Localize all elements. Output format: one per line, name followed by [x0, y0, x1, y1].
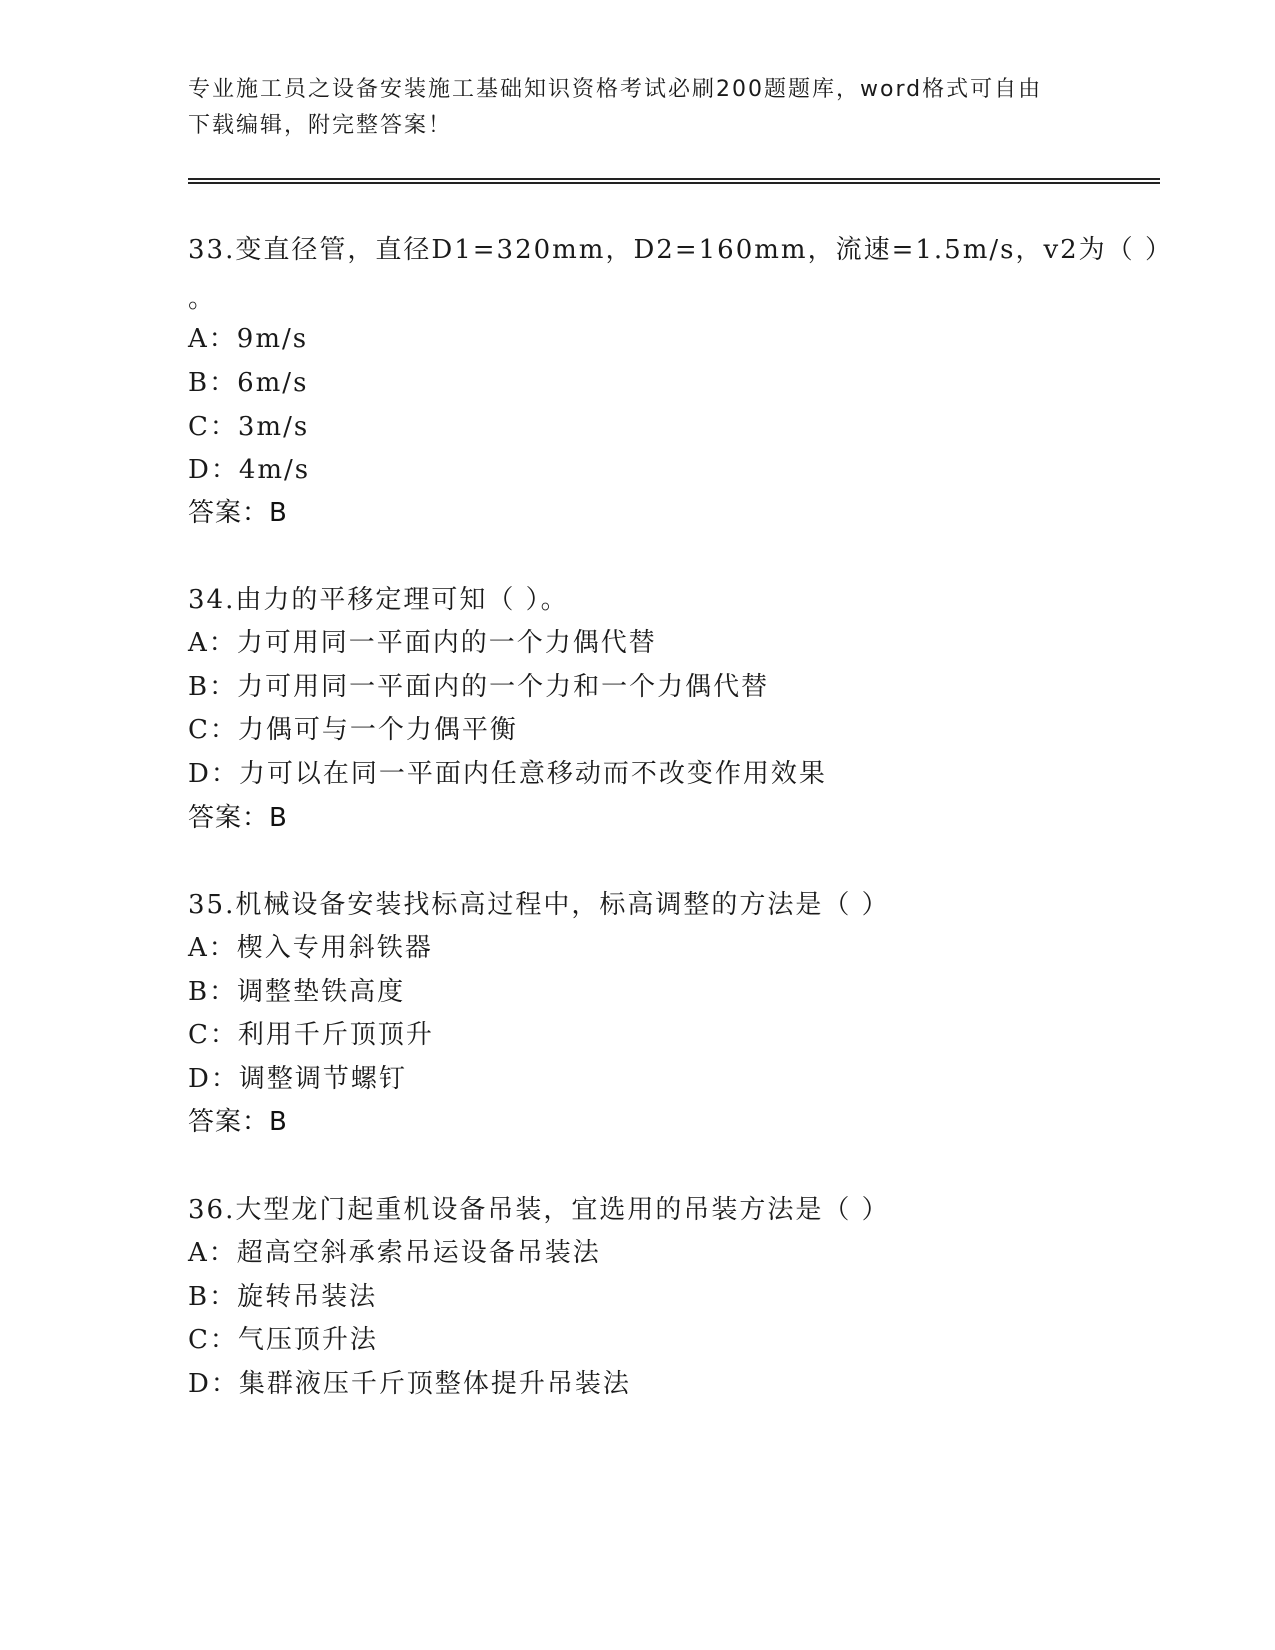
question-33-answer: 答案：B: [188, 498, 288, 528]
question-33-stem: 33.变直径管，直径D1=320mm，D2=160mm，流速=1.5m/s，v2为（ ）: [188, 235, 1173, 265]
header-line-2: 下载编辑，附完整答案！: [188, 113, 453, 138]
question-34-option-b: B：力可用同一平面内的一个力和一个力偶代替: [188, 672, 770, 702]
question-35-option-c: C：利用千斤顶顶升: [188, 1020, 434, 1050]
question-35-option-a: A：楔入专用斜铁器: [188, 933, 433, 963]
question-36-option-d: D：集群液压千斤顶整体提升吊装法: [188, 1369, 631, 1399]
question-33-option-b: B：6m/s: [188, 368, 309, 398]
question-36-stem: 36.大型龙门起重机设备吊装，宜选用的吊装方法是（ ）: [188, 1195, 890, 1225]
question-34-answer: 答案：B: [188, 803, 288, 833]
question-36-option-b: B：旋转吊装法: [188, 1282, 378, 1312]
question-35-option-b: B：调整垫铁高度: [188, 977, 406, 1007]
question-34-stem: 34.由力的平移定理可知（ ）。: [188, 585, 569, 615]
question-33-stem-continuation: 。: [188, 284, 217, 314]
header-divider: [188, 178, 1160, 184]
question-35-answer: 答案：B: [188, 1107, 288, 1137]
question-34-option-d: D：力可以在同一平面内任意移动而不改变作用效果: [188, 759, 827, 789]
header-line-1: 专业施工员之设备安装施工基础知识资格考试必刷200题题库，word格式可自由: [188, 77, 1043, 102]
question-36-option-c: C：气压顶升法: [188, 1325, 378, 1355]
document-header: [188, 72, 1068, 144]
question-33-option-c: C：3m/s: [188, 412, 310, 442]
question-35-option-d: D：调整调节螺钉: [188, 1064, 407, 1094]
question-33-option-d: D：4m/s: [188, 455, 311, 485]
question-34-option-a: A：力可用同一平面内的一个力偶代替: [188, 628, 657, 658]
question-35-stem: 35.机械设备安装找标高过程中，标高调整的方法是（ ）: [188, 890, 890, 920]
question-33-option-a: A：9m/s: [188, 324, 309, 354]
question-34-option-c: C：力偶可与一个力偶平衡: [188, 715, 518, 745]
question-36-option-a: A：超高空斜承索吊运设备吊装法: [188, 1238, 601, 1268]
